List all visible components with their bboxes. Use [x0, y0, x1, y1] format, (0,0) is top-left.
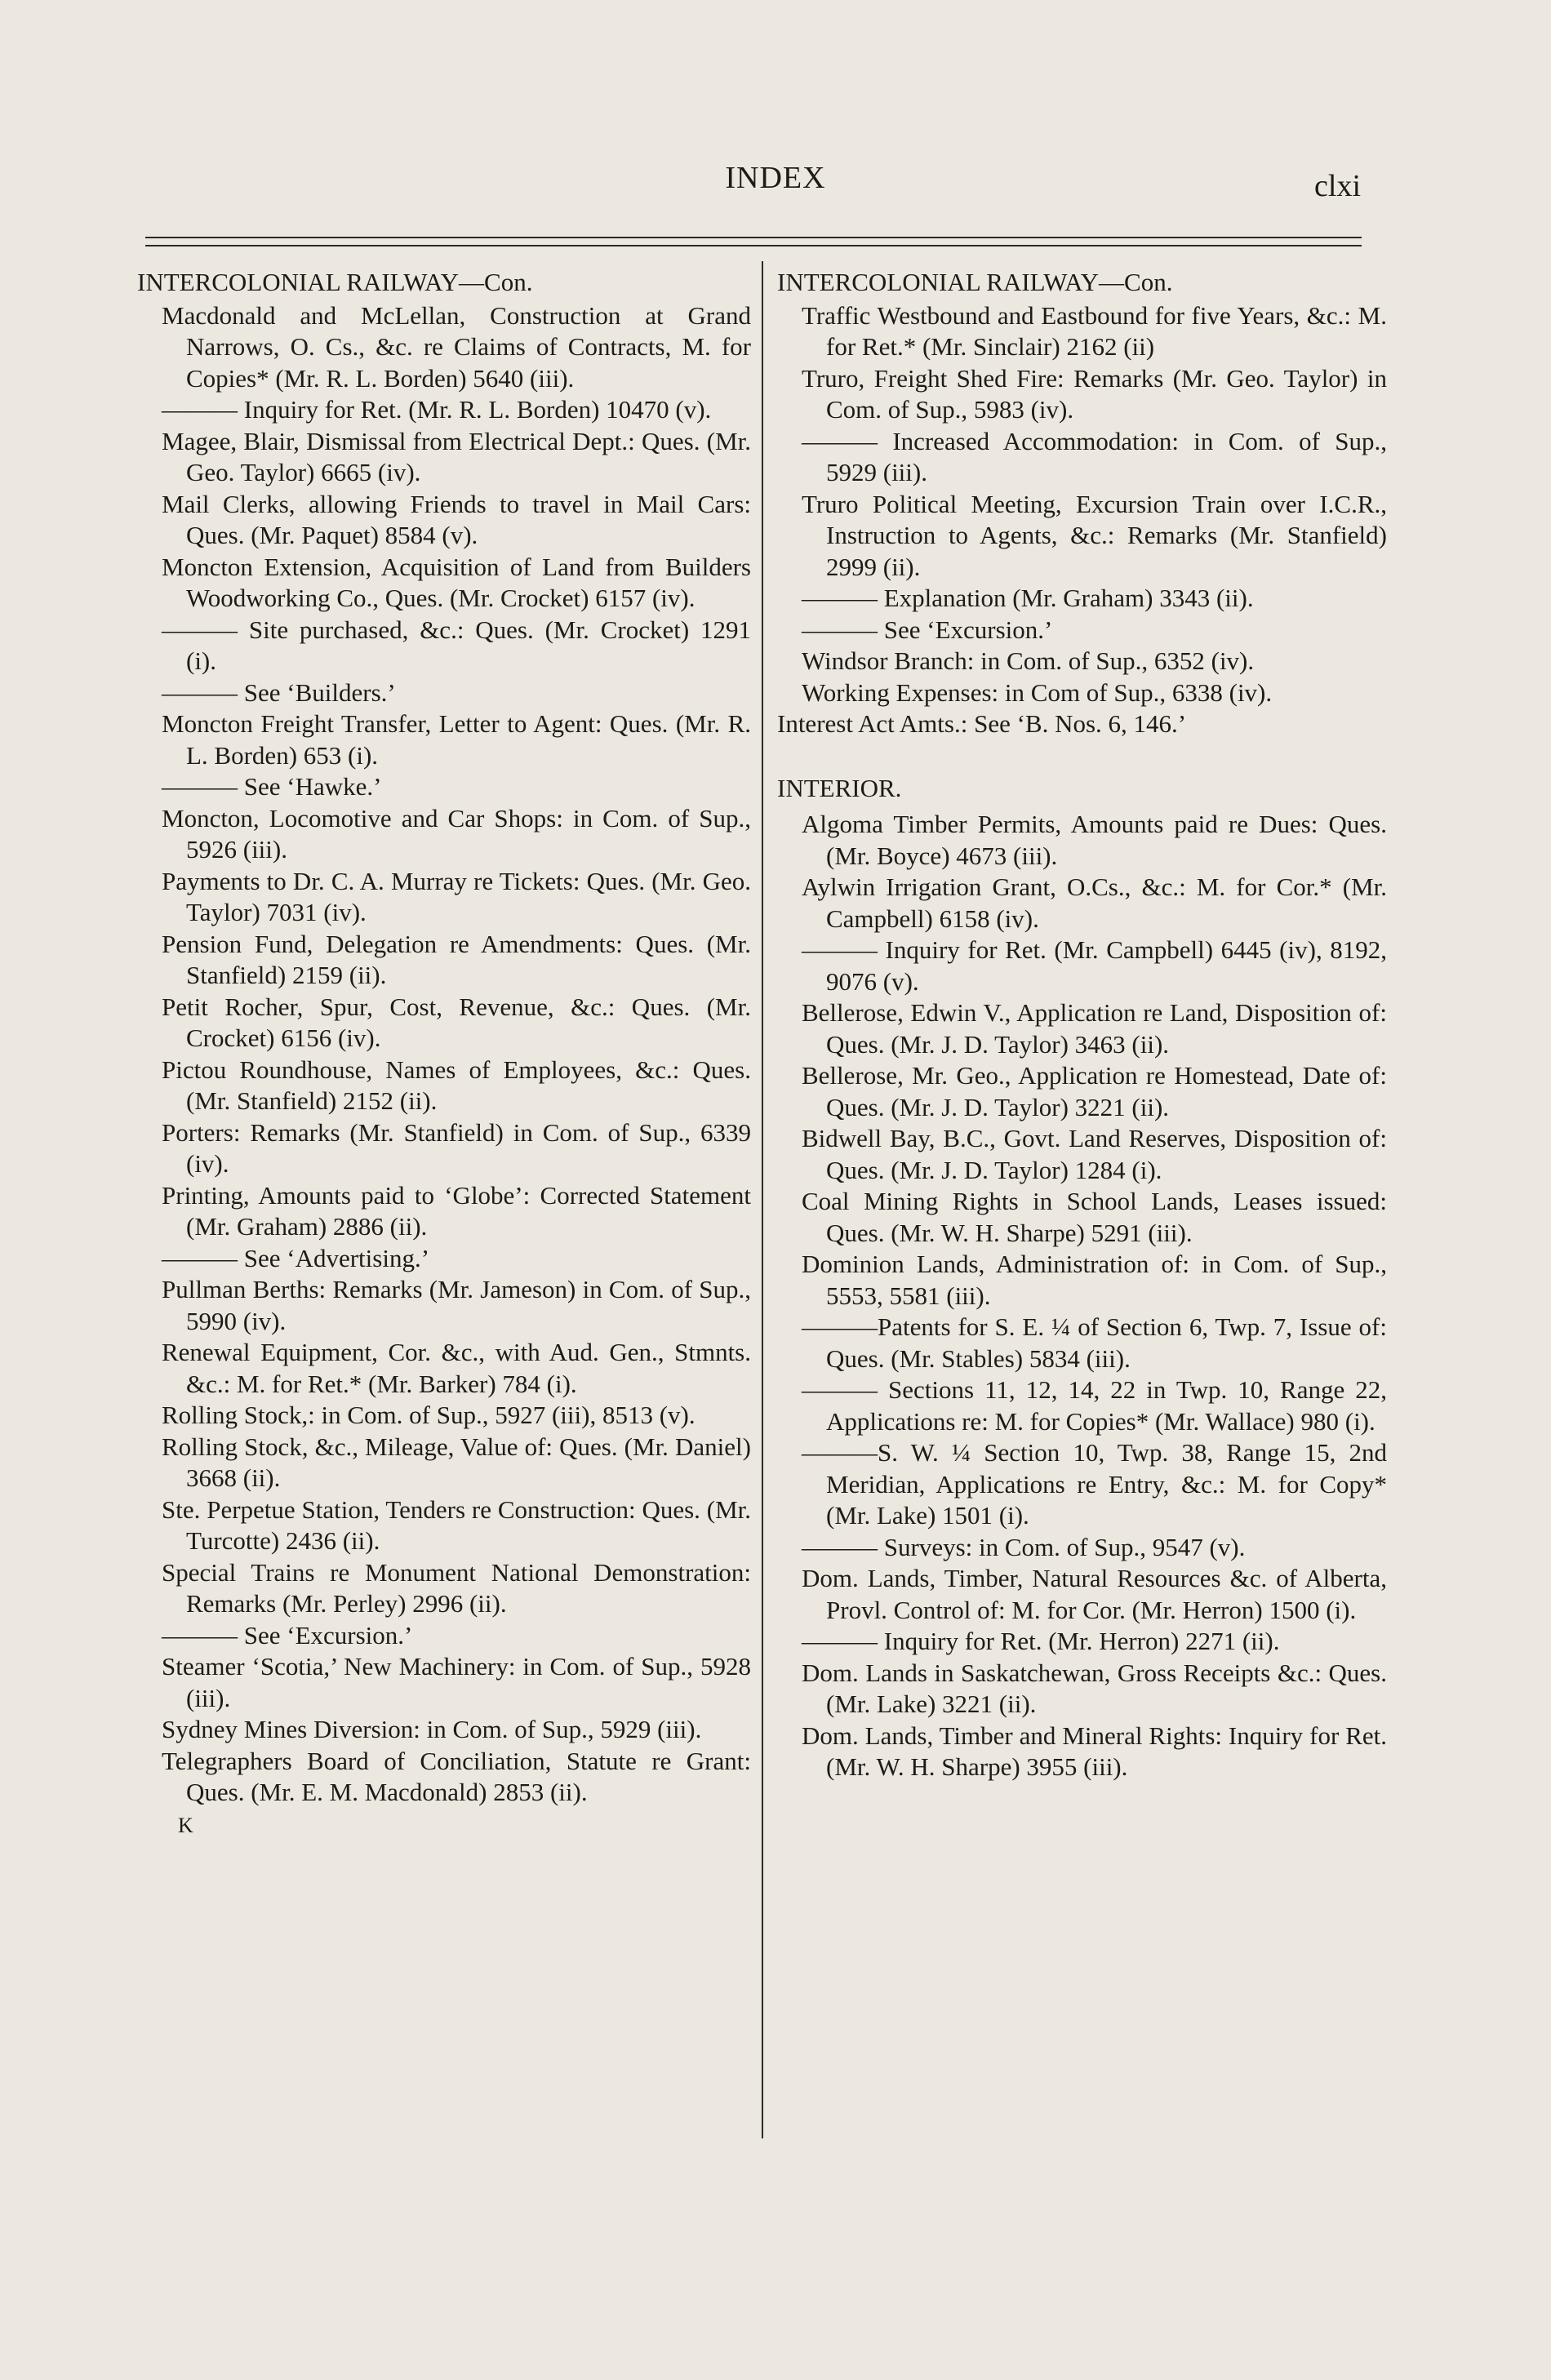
index-entry: Payments to Dr. C. A. Murray re Tickets: Ques. (Mr. Geo. Taylor) 7031 (iv).: [162, 866, 751, 926]
index-entry: ——— See ‘Excursion.’: [162, 1620, 413, 1650]
index-entry: ——— Surveys: in Com. of Sup., 9547 (v).: [802, 1532, 1246, 1561]
index-entry: Coal Mining Rights in School Lands, Leases issued: Ques. (Mr. W. H. Sharpe) 5291 (iii).: [802, 1187, 1387, 1247]
index-entry: Dom. Lands in Saskatchewan, Gross Receipts &c.: Ques. (Mr. Lake) 3221 (ii).: [802, 1658, 1387, 1718]
index-entry: Moncton Freight Transfer, Letter to Agent: Ques. (Mr. R. L. Borden) 653 (i).: [162, 709, 751, 770]
header-rule-bottom: [145, 245, 1362, 246]
index-entry: Traffic Westbound and Eastbound for five Years, &c.: M. for Ret.* (Mr. Sinclair) 2162 (ii): [802, 300, 1387, 361]
index-entry: ——— See ‘Hawke.’: [162, 772, 382, 801]
index-entry: ——— Increased Accommodation: in Com. of Sup., 5929 (iii).: [802, 426, 1387, 486]
index-entry: ———S. W. ¼ Section 10, Twp. 38, Range 15, 2nd Meridian, Applications re Entry, &c.: M. for Copy* (Mr. Lake) 1501 (i).: [802, 1438, 1387, 1530]
index-entry: ——— See ‘Excursion.’: [802, 615, 1053, 644]
index-entry: Rolling Stock,: in Com. of Sup., 5927 (iii), 8513 (v).: [162, 1401, 696, 1429]
index-entry: Porters: Remarks (Mr. Stanfield) in Com. of Sup., 6339 (iv).: [162, 1117, 751, 1178]
section-heading: INTERCOLONIAL RAILWAY—Con.: [777, 268, 1173, 296]
index-entry: Printing, Amounts paid to ‘Globe’: Corrected Statement (Mr. Graham) 2886 (ii).: [162, 1180, 751, 1241]
index-entry: Magee, Blair, Dismissal from Electrical Dept.: Ques. (Mr. Geo. Taylor) 6665 (iv).: [162, 426, 751, 486]
index-entry: Special Trains re Monument National Demonstration: Remarks (Mr. Perley) 2996 (ii).: [162, 1557, 751, 1618]
index-entry: Ste. Perpetue Station, Tenders re Construction: Ques. (Mr. Turcotte) 2436 (ii).: [162, 1494, 751, 1555]
index-entry: Pension Fund, Delegation re Amendments: Ques. (Mr. Stanfield) 2159 (ii).: [162, 929, 751, 989]
page-number: clxi: [1314, 169, 1361, 203]
index-entry: ——— Inquiry for Ret. (Mr. R. L. Borden) 10470 (v).: [162, 395, 712, 424]
index-entry: Dom. Lands, Timber and Mineral Rights: Inquiry for Ret. (Mr. W. H. Sharpe) 3955 (iii).: [802, 1721, 1387, 1781]
index-entry: Steamer ‘Scotia,’ New Machinery: in Com. of Sup., 5928 (iii).: [162, 1652, 751, 1712]
index-entry: Dom. Lands, Timber, Natural Resources &c. of Alberta, Provl. Control of: M. for Cor. (Mr. Herron) 1500 (i).: [802, 1564, 1387, 1624]
section-heading: INTERCOLONIAL RAILWAY—Con.: [137, 268, 533, 296]
index-entry: Renewal Equipment, Cor. &c., with Aud. Gen., Stmnts. &c.: M. for Ret.* (Mr. Barker) 784 (i).: [162, 1338, 751, 1398]
index-entry: ——— Inquiry for Ret. (Mr. Herron) 2271 (ii).: [802, 1627, 1280, 1655]
right-column: [777, 267, 1387, 1783]
column-divider: [762, 261, 763, 2138]
index-entry: Macdonald and McLellan, Construction at Grand Narrows, O. Cs., &c. re Claims of Contracts, M. for Copies* (Mr. R. L. Borden) 5640 (iii).: [162, 300, 751, 393]
index-entry: Bellerose, Edwin V., Application re Land, Disposition of: Ques. (Mr. J. D. Taylor) 3463 (ii).: [802, 998, 1387, 1059]
index-entry: Truro Political Meeting, Excursion Train over I.C.R., Instruction to Agents, &c.: Remarks (Mr. Stanfield) 2999 (ii).: [802, 489, 1387, 581]
section-heading-interior: INTERIOR.: [777, 773, 902, 802]
index-entry-interest: Interest Act Amts.: See ‘B. Nos. 6, 146.’: [777, 709, 1187, 738]
index-entry: Aylwin Irrigation Grant, O.Cs., &c.: M. for Cor.* (Mr. Campbell) 6158 (iv).: [802, 873, 1387, 933]
index-entry: Algoma Timber Permits, Amounts paid re Dues: Ques. (Mr. Boyce) 4673 (iii).: [802, 810, 1387, 870]
index-entry: ——— See ‘Advertising.’: [162, 1243, 430, 1272]
index-entry: ——— Sections 11, 12, 14, 22 in Twp. 10, Range 22, Applications re: M. for Copies* (Mr. Wallace) 980 (i).: [802, 1375, 1387, 1436]
index-entry: Telegraphers Board of Conciliation, Statute re Grant: Ques. (Mr. E. M. Macdonald) 2853 (ii).: [162, 1746, 751, 1806]
index-entry: Pullman Berths: Remarks (Mr. Jameson) in Com. of Sup., 5990 (iv).: [162, 1275, 751, 1335]
index-entry: ——— Inquiry for Ret. (Mr. Campbell) 6445 (iv), 8192, 9076 (v).: [802, 935, 1387, 996]
left-column: [137, 267, 751, 1841]
index-entry: Bidwell Bay, B.C., Govt. Land Reserves, Disposition of: Ques. (Mr. J. D. Taylor) 1284 (i).: [802, 1124, 1387, 1184]
index-entry: Pictou Roundhouse, Names of Employees, &c.: Ques. (Mr. Stanfield) 2152 (ii).: [162, 1055, 751, 1115]
index-entry: Truro, Freight Shed Fire: Remarks (Mr. Geo. Taylor) in Com. of Sup., 5983 (iv).: [802, 363, 1387, 424]
index-entry: ——— See ‘Builders.’: [162, 677, 396, 707]
index-entry: Moncton, Locomotive and Car Shops: in Com. of Sup., 5926 (iii).: [162, 803, 751, 864]
page-title: INDEX: [725, 161, 826, 195]
index-entry: Working Expenses: in Com of Sup., 6338 (iv).: [802, 677, 1273, 707]
index-entry: Petit Rocher, Spur, Cost, Revenue, &c.: Ques. (Mr. Crocket) 6156 (iv).: [162, 992, 751, 1052]
index-entry: Sydney Mines Diversion: in Com. of Sup., 5929 (iii).: [162, 1715, 702, 1743]
header-rule-top: [145, 237, 1362, 238]
index-entry: Bellerose, Mr. Geo., Application re Homestead, Date of: Ques. (Mr. J. D. Taylor) 3221 (ii).: [802, 1061, 1387, 1121]
index-entry: Dominion Lands, Administration of: in Com. of Sup., 5553, 5581 (iii).: [802, 1250, 1387, 1310]
index-entry: Mail Clerks, allowing Friends to travel in Mail Cars: Ques. (Mr. Paquet) 8584 (v).: [162, 489, 751, 549]
index-entry: Windsor Branch: in Com. of Sup., 6352 (iv).: [802, 646, 1255, 675]
signature-mark: K: [178, 1813, 193, 1837]
index-entry: ———Patents for S. E. ¼ of Section 6, Twp. 7, Issue of: Ques. (Mr. Stables) 5834 (iii).: [802, 1312, 1387, 1373]
index-entry: ——— Explanation (Mr. Graham) 3343 (ii).: [802, 584, 1254, 612]
index-entry: Rolling Stock, &c., Mileage, Value of: Ques. (Mr. Daniel) 3668 (ii).: [162, 1432, 751, 1492]
index-entry: Moncton Extension, Acquisition of Land from Builders Woodworking Co., Ques. (Mr. Crocket) 6157 (iv).: [162, 552, 751, 612]
index-entry: ——— Site purchased, &c.: Ques. (Mr. Crocket) 1291 (i).: [162, 615, 751, 675]
